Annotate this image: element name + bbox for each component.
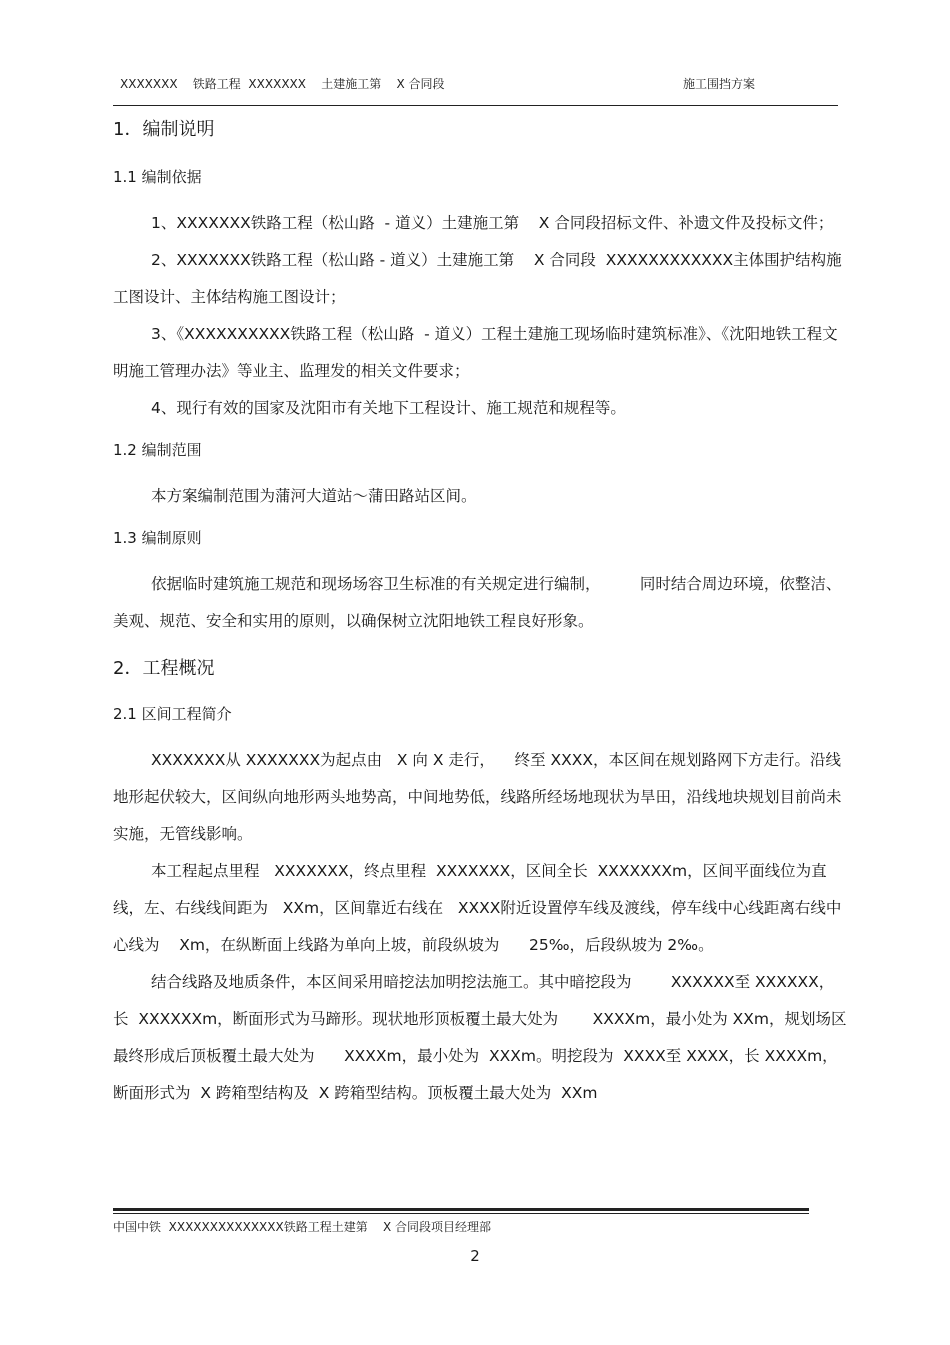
section-2-1-heading: 2.1 区间工程简介	[113, 705, 232, 723]
page-number: 2	[470, 1247, 480, 1265]
section-1-2-heading: 1.2 编制范围	[113, 441, 202, 459]
footer-divider-thick	[113, 1208, 809, 1211]
paragraph: 3、《XXXXXXXXXX铁路工程（松山路 - 道义）工程土建施工现场临时建筑标准》、《沈阳地铁工程文明施工管理办法》等业主、监理发的相关文件要求；	[113, 325, 838, 380]
header-left-text: XXXXXXX 铁路工程 XXXXXXX 土建施工第 X 合同段	[120, 77, 445, 91]
paragraph: 结合线路及地质条件，本区间采用暗挖法加明挖法施工。其中暗挖段为 XXXXXX至 XXXXXX，长 XXXXXXm，断面形式为马蹄形。现状地形顶板覆土最大处为 XXXXm，最小处为 XXm，规划场区最终形成后顶板覆土最大处为 XXXXm，最小处为 XXXm。明挖段为 XXXX至 XXXX，长 XXXXm，断面形式为 X 跨箱型结构及 X 跨箱型结构。顶板覆土最大处为 XXm	[113, 973, 847, 1102]
paragraph: 本方案编制范围为蒲河大道站～蒲田路站区间。	[151, 487, 477, 505]
header-right-text: 施工围挡方案	[683, 77, 756, 91]
section-1-heading: 1．编制说明	[113, 119, 215, 140]
paragraph: XXXXXXX从 XXXXXXX为起点由 X 向 X 走行， 终至 XXXX，本区间在规划路网下方走行。沿线地形起伏较大，区间纵向地形两头地势高，中间地势低，线路所经场地现状为旱田，沿线地块规划目前尚未实施，无管线影响。	[113, 751, 842, 843]
paragraph: 依据临时建筑施工规范和现场场容卫生标准的有关规定进行编制， 同时结合周边环境，依整洁、美观、规范、安全和实用的原则，以确保树立沈阳地铁工程良好形象。	[113, 575, 842, 630]
section-2-heading: 2．工程概况	[113, 658, 215, 679]
footer-text: 中国中铁 XXXXXXXXXXXXXX铁路工程土建第 X 合同段项目经理部	[113, 1220, 492, 1234]
paragraph: 2、XXXXXXX铁路工程（松山路 - 道义）土建施工第 X 合同段 XXXXXXXXXXXX主体围护结构施工图设计、主体结构施工图设计；	[113, 251, 842, 306]
footer-divider-thin	[113, 1213, 809, 1214]
paragraph: 1、XXXXXXX铁路工程（松山路 - 道义）土建施工第 X 合同段招标文件、补遗文件及投标文件；	[151, 214, 834, 232]
section-1-3-heading: 1.3 编制原则	[113, 529, 202, 547]
section-1-1-heading: 1.1 编制依据	[113, 168, 202, 186]
paragraph: 4、现行有效的国家及沈阳市有关地下工程设计、施工规范和规程等。	[151, 399, 626, 417]
header-divider	[113, 105, 838, 106]
document-body	[113, 112, 849, 1112]
paragraph: 本工程起点里程 XXXXXXX，终点里程 XXXXXXX，区间全长 XXXXXXXm，区间平面线位为直线，左、右线线间距为 XXm，区间靠近右线在 XXXX附近设置停车线及渡线，停车线中心线距离右线中心线为 Xm，在纵断面上线路为单向上坡，前段纵坡为 25‰，后段纵坡为 2‰。	[113, 862, 842, 954]
